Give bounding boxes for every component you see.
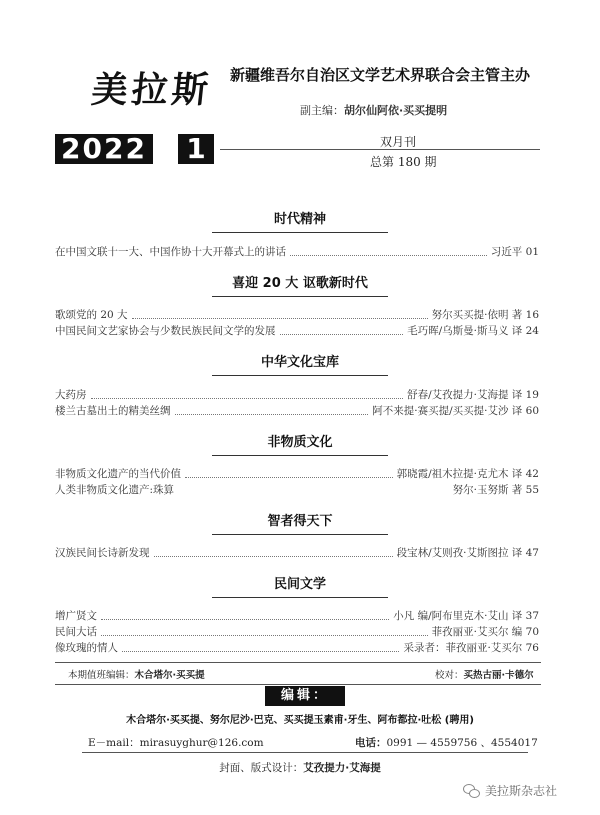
entry-author: 采录者：菲孜丽亚·艾买尔 76 bbox=[403, 642, 539, 654]
design-label: 封面、版式设计： bbox=[219, 762, 304, 774]
toc-entry[interactable] bbox=[55, 641, 539, 656]
leader-dots bbox=[280, 333, 404, 335]
email-address[interactable]: mirasuyghur@126.com bbox=[139, 737, 264, 749]
entry-title: 人类非物质文化遗产:珠算 bbox=[55, 484, 175, 496]
entry-title: 增广贤文 bbox=[55, 610, 97, 622]
footer-divider-2 bbox=[55, 684, 541, 685]
entry-title: 非物质文化遗产的当代价值 bbox=[55, 468, 181, 480]
phone-label: 电话： bbox=[355, 737, 387, 749]
leader-dots bbox=[290, 254, 487, 256]
duty-editor-label: 本期值班编辑： bbox=[68, 670, 135, 681]
wechat-icon bbox=[463, 784, 481, 798]
entry-author: 阿不来提·赛买提/买买提·艾沙 译 60 bbox=[372, 405, 539, 417]
entry-title: 歌颂党的 20 大 bbox=[55, 309, 128, 321]
leader-gap bbox=[178, 492, 449, 494]
duty-editor bbox=[68, 667, 205, 681]
leader-dots bbox=[175, 413, 369, 415]
entry-author: 郭晓霞/祖木拉提·克尤木 译 42 bbox=[396, 468, 539, 480]
sponsor-line: 新疆维吾尔自治区文学艺术界联合会主管主办 bbox=[230, 66, 531, 84]
email-label: E－mail： bbox=[88, 737, 140, 749]
toc-entry[interactable] bbox=[55, 609, 539, 624]
entry-author: 习近平 01 bbox=[490, 246, 539, 258]
section-title: 非物质文化 bbox=[212, 431, 388, 456]
leader-dots bbox=[122, 650, 399, 652]
proofreader bbox=[435, 667, 534, 681]
toc-entry[interactable] bbox=[55, 308, 539, 323]
vice-editor-label: 副主编： bbox=[300, 104, 344, 117]
toc-entry[interactable] bbox=[55, 324, 539, 339]
wechat-account: 美拉斯杂志社 bbox=[485, 784, 558, 798]
editors-heading: 编辑： bbox=[265, 686, 345, 706]
entry-author: 努尔买买提·依明 著 16 bbox=[431, 309, 539, 321]
leader-dots bbox=[101, 634, 428, 636]
vice-editor bbox=[300, 102, 447, 118]
footer-divider-3 bbox=[82, 752, 528, 753]
proofreader-name: 买热古丽·卡德尔 bbox=[463, 670, 534, 681]
leader-dots bbox=[185, 476, 393, 478]
toc-entry[interactable] bbox=[55, 546, 539, 561]
total-issue: 总第 180 期 bbox=[370, 155, 437, 169]
entry-author: 毛巧晖/乌斯曼·斯马义 译 24 bbox=[407, 325, 539, 337]
editors-list: 木合塔尔·买买提、努尔尼沙·巴克、买买提玉素甫·牙生、阿布都拉·吐松 (聘用) bbox=[126, 715, 474, 726]
entry-title: 像玫瑰的情人 bbox=[55, 642, 118, 654]
design-name: 艾孜提力·艾海提 bbox=[303, 762, 381, 774]
section-title: 智者得天下 bbox=[212, 510, 388, 535]
leader-dots bbox=[132, 317, 428, 319]
leader-dots bbox=[154, 555, 393, 557]
toc-entry[interactable] bbox=[55, 467, 539, 482]
entry-title: 中国民间文艺家协会与少数民族民间文学的发展 bbox=[55, 325, 276, 337]
section-title: 中华文化宝库 bbox=[212, 351, 388, 376]
vice-editor-name: 胡尔仙阿依·买买提明 bbox=[344, 104, 448, 117]
wechat-watermark bbox=[463, 782, 557, 799]
entry-author: 小凡 编/阿布里克木·艾山 译 37 bbox=[393, 610, 539, 622]
phone-number: 0991 — 4559756 、4554017 bbox=[386, 737, 538, 749]
entry-title: 在中国文联十一大、中国作协十大开幕式上的讲话 bbox=[55, 246, 286, 258]
section-title: 民间文学 bbox=[212, 573, 388, 598]
toc-entry[interactable] bbox=[55, 404, 539, 419]
footer-divider bbox=[55, 662, 541, 663]
entry-author: 舒春/艾孜提力·艾海提 译 19 bbox=[407, 389, 539, 401]
email-line bbox=[88, 735, 264, 750]
frequency: 双月刊 bbox=[380, 135, 417, 149]
year-badge: 2022 bbox=[55, 134, 153, 164]
entry-title: 民间大话 bbox=[55, 626, 97, 638]
entry-author: 菲孜丽亚·艾买尔 编 70 bbox=[431, 626, 539, 638]
proofreader-label: 校对： bbox=[435, 670, 464, 681]
toc-entry[interactable] bbox=[55, 483, 539, 498]
issue-badge: 1 bbox=[178, 134, 214, 164]
section-title: 喜迎 20 大 讴歌新时代 bbox=[212, 272, 388, 297]
leader-dots bbox=[101, 618, 389, 620]
entry-title: 大药房 bbox=[55, 389, 87, 401]
toc-entry[interactable] bbox=[55, 388, 539, 403]
duty-editor-name: 木合塔尔·买买提 bbox=[134, 670, 205, 681]
entry-author: 努尔·玉努斯 著 55 bbox=[452, 484, 539, 496]
toc-entry[interactable] bbox=[55, 625, 539, 640]
entry-author: 段宝林/艾则孜·艾斯图拉 译 47 bbox=[396, 547, 539, 559]
section-title: 时代精神 bbox=[212, 208, 388, 233]
entry-title: 汉族民间长诗新发现 bbox=[55, 547, 150, 559]
toc-entry[interactable] bbox=[55, 245, 539, 260]
leader-dots bbox=[91, 397, 404, 399]
phone-line bbox=[355, 735, 538, 750]
magazine-logo: 美拉斯 bbox=[89, 69, 214, 111]
entry-title: 楼兰古墓出土的精美丝绸 bbox=[55, 405, 171, 417]
design-credit bbox=[0, 760, 600, 775]
